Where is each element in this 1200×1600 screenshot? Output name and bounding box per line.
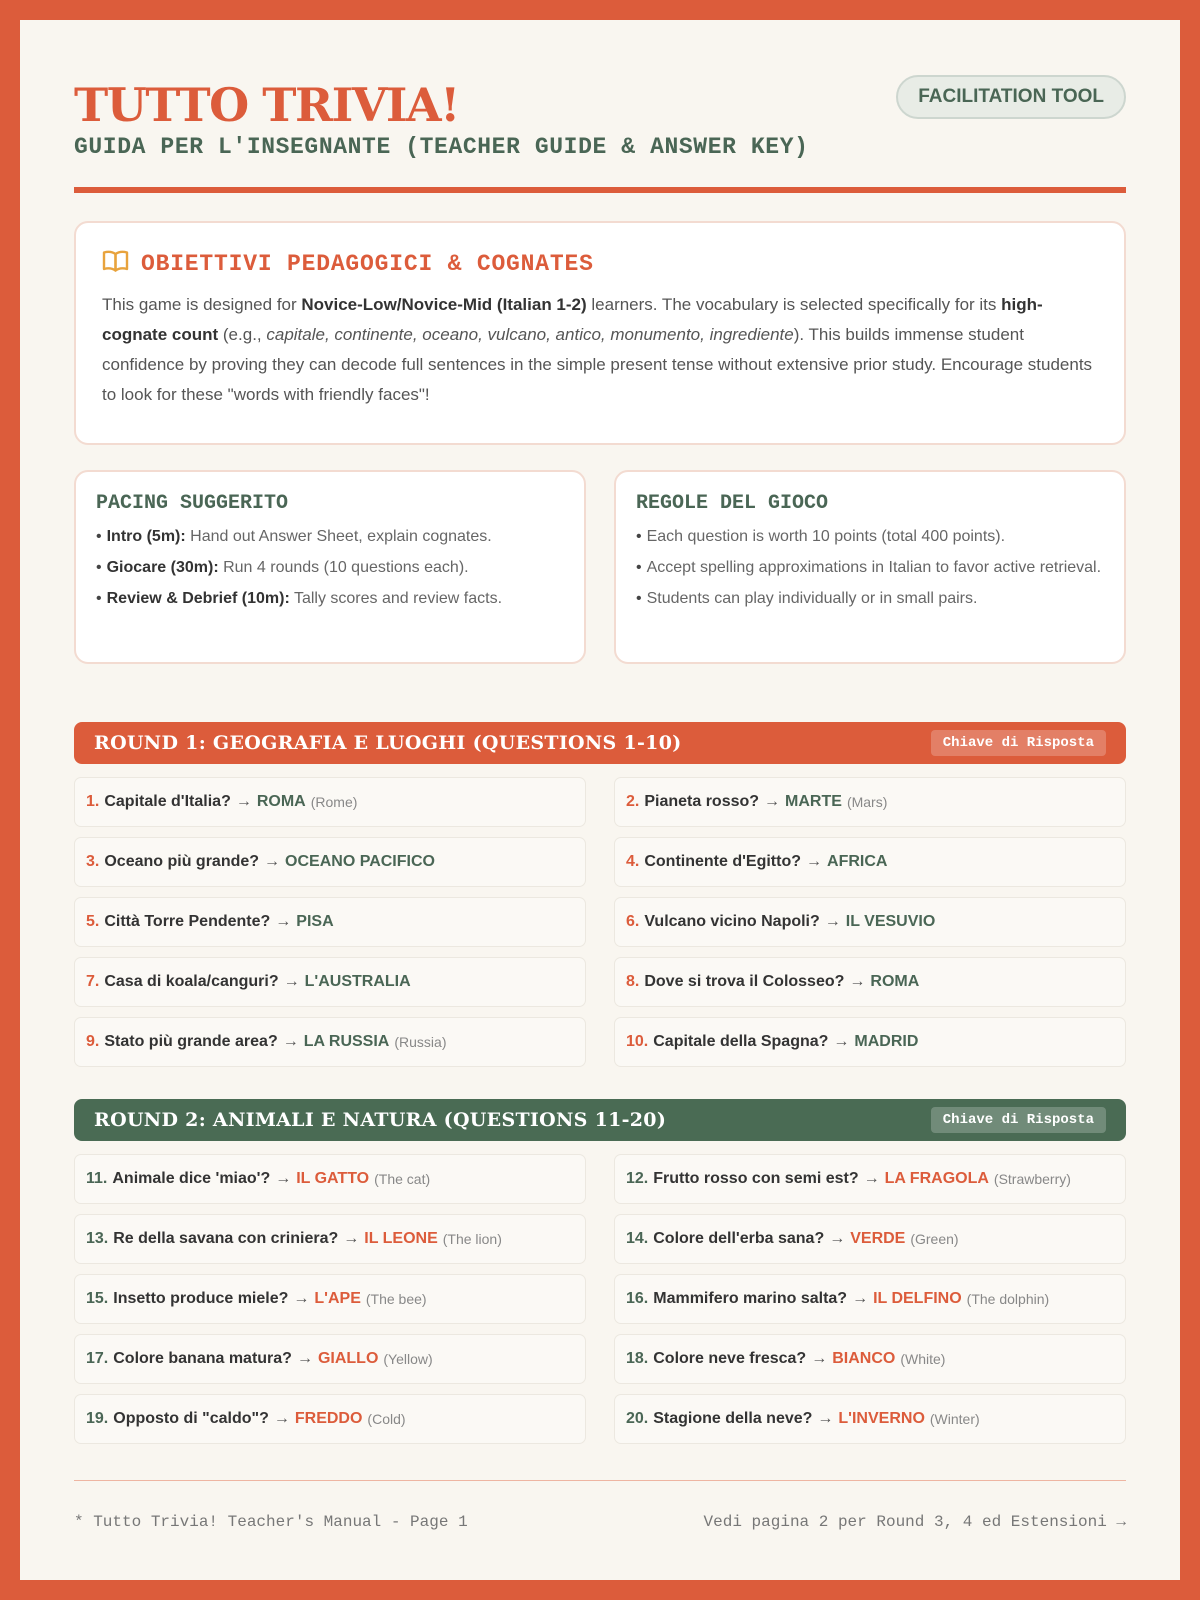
page-title: TUTTO TRIVIA!: [74, 78, 459, 132]
question-text: Stato più grande area?: [104, 1033, 278, 1050]
answer-text: L'APE: [314, 1290, 361, 1307]
answer-translation: (Russia): [394, 1034, 447, 1050]
question-number: 11.: [86, 1170, 108, 1187]
rule-item: [636, 525, 1104, 549]
pacing-item-text: Hand out Answer Sheet, explain cognates.: [185, 528, 492, 545]
answer-text: IL GATTO: [296, 1170, 370, 1187]
question-item: [74, 1154, 586, 1204]
question-text: Oceano più grande?: [104, 853, 260, 870]
arrow-icon: →: [264, 853, 281, 870]
rules-card: [614, 470, 1126, 664]
arrow-icon: →: [764, 793, 781, 810]
bullet: •: [636, 528, 642, 545]
bullet: •: [96, 528, 102, 545]
question-text: Insetto produce miele?: [113, 1290, 289, 1307]
question-number: 9.: [86, 1033, 100, 1050]
answer-text: L'AUSTRALIA: [304, 973, 411, 990]
pacing-card: [74, 470, 586, 664]
arrow-icon: →: [829, 1230, 846, 1247]
question-text: Capitale della Spagna?: [653, 1033, 829, 1050]
question-number: 7.: [86, 973, 100, 990]
arrow-icon: →: [275, 1170, 292, 1187]
question-text: Opposto di "caldo"?: [113, 1410, 269, 1427]
question-number: 16.: [626, 1290, 649, 1307]
pacing-item-text: Run 4 rounds (10 questions each).: [218, 559, 469, 576]
pacing-item-label: Review & Debrief (10m):: [106, 590, 290, 607]
arrow-icon: →: [283, 973, 300, 990]
question-number: 4.: [626, 853, 640, 870]
question-item: [614, 777, 1126, 827]
answer-key-badge: Chiave di Risposta: [931, 1107, 1106, 1133]
answer-text: IL LEONE: [364, 1230, 438, 1247]
question-number: 13.: [86, 1230, 109, 1247]
answer-translation: (The cat): [374, 1171, 431, 1187]
answer-translation: (Strawberry): [993, 1171, 1071, 1187]
round-2-title: ROUND 2: ANIMALI E NATURA (QUESTIONS 11-20): [94, 1109, 667, 1131]
question-number: 12.: [626, 1170, 649, 1187]
pacing-item: [96, 556, 564, 580]
pacing-item: [96, 525, 564, 549]
answer-text: IL VESUVIO: [845, 913, 936, 930]
arrow-icon: →: [824, 913, 841, 930]
question-text: Vulcano vicino Napoli?: [644, 913, 820, 930]
question-item: [614, 1394, 1126, 1444]
question-text: Frutto rosso con semi est?: [653, 1170, 859, 1187]
question-item: [74, 1214, 586, 1264]
bullet: •: [96, 559, 102, 576]
arrow-icon: →: [863, 1170, 880, 1187]
question-text: Pianeta rosso?: [644, 793, 760, 810]
answer-translation: (Green): [910, 1231, 959, 1247]
answer-text: ROMA: [256, 793, 306, 810]
question-text: Animale dice 'miao'?: [112, 1170, 271, 1187]
round-1-title: ROUND 1: GEOGRAFIA E LUOGHI (QUESTIONS 1-10): [94, 732, 682, 754]
question-item: [74, 897, 586, 947]
question-text: Colore banana matura?: [113, 1350, 292, 1367]
objectives-cognate-emphasis: high-cognate count: [102, 295, 1043, 344]
answer-translation: (The bee): [365, 1291, 427, 1307]
arrow-icon: →: [849, 973, 866, 990]
page-subtitle: GUIDA PER L'INSEGNANTE (TEACHER GUIDE & ANSWER KEY): [74, 134, 809, 160]
arrow-icon: →: [235, 793, 252, 810]
objectives-title: OBIETTIVI PEDAGOGICI & COGNATES: [141, 250, 594, 277]
answer-text: PISA: [296, 913, 334, 930]
question-number: 20.: [626, 1410, 649, 1427]
pacing-list: [96, 525, 564, 611]
question-number: 5.: [86, 913, 100, 930]
answer-key-badge: Chiave di Risposta: [931, 730, 1106, 756]
header: [74, 20, 1126, 210]
question-number: 17.: [86, 1350, 109, 1367]
answer-text: BIANCO: [832, 1350, 896, 1367]
pacing-item-label: Intro (5m):: [106, 528, 186, 545]
objectives-cognate-examples: capitale, continente, oceano, vulcano, antico, monumento, ingrediente: [266, 325, 794, 344]
question-text: Mammifero marino salta?: [653, 1290, 848, 1307]
answer-text: FREDDO: [294, 1410, 363, 1427]
answer-text: IL DELFINO: [873, 1290, 962, 1307]
question-number: 14.: [626, 1230, 649, 1247]
question-number: 1.: [86, 793, 100, 810]
answer-text: VERDE: [850, 1230, 906, 1247]
page: [20, 20, 1180, 1580]
question-text: Re della savana con criniera?: [113, 1230, 339, 1247]
question-text: Stagione della neve?: [653, 1410, 813, 1427]
question-number: 6.: [626, 913, 640, 930]
arrow-icon: →: [806, 853, 823, 870]
round-1-header: [74, 722, 1126, 764]
answer-text: MADRID: [854, 1033, 919, 1050]
question-item: [74, 1274, 586, 1324]
open-book-icon: [102, 249, 129, 278]
pacing-item: [96, 587, 564, 611]
arrow-icon: →: [817, 1410, 834, 1427]
question-number: 3.: [86, 853, 100, 870]
answer-translation: (Mars): [846, 794, 888, 810]
pacing-item-text: Tally scores and review facts.: [289, 590, 503, 607]
answer-text: OCEANO PACIFICO: [285, 853, 435, 870]
info-columns: [74, 470, 1126, 664]
footer-divider: [74, 1480, 1126, 1481]
question-number: 10.: [626, 1033, 649, 1050]
question-number: 15.: [86, 1290, 109, 1307]
arrow-icon: →: [811, 1350, 828, 1367]
footer-page-label: * Tutto Trivia! Teacher's Manual - Page 1: [74, 1513, 468, 1531]
answer-text: AFRICA: [827, 853, 888, 870]
arrow-icon: →: [833, 1033, 850, 1050]
answer-translation: (Winter): [929, 1411, 980, 1427]
header-divider: [74, 187, 1126, 193]
arrow-icon: →: [296, 1350, 313, 1367]
rule-text: Students can play individually or in small pairs.: [646, 590, 978, 607]
answer-translation: (The dolphin): [966, 1291, 1050, 1307]
bullet: •: [96, 590, 102, 607]
arrow-icon: →: [343, 1230, 360, 1247]
question-number: 19.: [86, 1410, 109, 1427]
arrow-icon: →: [275, 913, 292, 930]
question-text: Casa di koala/canguri?: [104, 973, 279, 990]
objectives-card: [74, 221, 1126, 445]
answer-text: ROMA: [870, 973, 920, 990]
bullet: •: [636, 590, 642, 607]
page-content: [74, 20, 1126, 1531]
objectives-header: [102, 249, 1098, 278]
rule-item: [636, 556, 1104, 580]
footer-next-page-note: Vedi pagina 2 per Round 3, 4 ed Estensioni →: [703, 1513, 1126, 1531]
answer-text: LA FRAGOLA: [884, 1170, 989, 1187]
rule-text: Each question is worth 10 points (total 400 points).: [646, 528, 1006, 545]
arrow-icon: →: [282, 1033, 299, 1050]
rules-list: [636, 525, 1104, 611]
answer-translation: (The lion): [442, 1231, 502, 1247]
facilitation-badge: FACILITATION TOOL: [896, 75, 1126, 119]
question-text: Città Torre Pendente?: [104, 913, 271, 930]
round-2-header: [74, 1099, 1126, 1141]
question-number: 8.: [626, 973, 640, 990]
answer-translation: (Yellow): [383, 1351, 433, 1367]
answer-translation: (White): [900, 1351, 946, 1367]
question-number: 18.: [626, 1350, 649, 1367]
question-item: [74, 1017, 586, 1067]
question-item: [614, 957, 1126, 1007]
answer-translation: (Rome): [310, 794, 358, 810]
question-item: [74, 957, 586, 1007]
question-item: [74, 777, 586, 827]
question-item: [74, 1334, 586, 1384]
pacing-title: PACING SUGGERITO: [96, 492, 289, 515]
question-text: Colore dell'erba sana?: [653, 1230, 825, 1247]
question-item: [614, 1334, 1126, 1384]
arrow-icon: →: [293, 1290, 310, 1307]
rule-item: [636, 587, 1104, 611]
answer-text: L'INVERNO: [838, 1410, 925, 1427]
objectives-text-part: This game is designed for: [102, 295, 302, 314]
question-item: [614, 897, 1126, 947]
rules-title: REGOLE DEL GIOCO: [636, 492, 829, 515]
question-text: Dove si trova il Colosseo?: [644, 973, 845, 990]
question-item: [614, 1214, 1126, 1264]
question-item: [614, 1017, 1126, 1067]
question-text: Capitale d'Italia?: [104, 793, 231, 810]
objectives-level: Novice-Low/Novice-Mid (Italian 1-2): [301, 295, 587, 314]
objectives-text-part: learners. The vocabulary is selected specifically for its: [586, 295, 1002, 314]
answer-translation: (Cold): [367, 1411, 406, 1427]
question-item: [614, 1274, 1126, 1324]
answer-text: LA RUSSIA: [303, 1033, 390, 1050]
answer-text: MARTE: [785, 793, 842, 810]
question-item: [614, 1154, 1126, 1204]
question-item: [614, 837, 1126, 887]
question-item: [74, 1394, 586, 1444]
arrow-icon: →: [273, 1410, 290, 1427]
objectives-text-part: (e.g.,: [218, 325, 267, 344]
objectives-text-part: ). This builds immense student confidence by proving they can decode full sentences in the simple present tense without extensive prior study. Encourage students to look for these "words with friendly faces"!: [102, 325, 1093, 404]
bullet: •: [636, 559, 642, 576]
question-text: Colore neve fresca?: [653, 1350, 807, 1367]
question-item: [74, 837, 586, 887]
question-text: Continente d'Egitto?: [644, 853, 802, 870]
pacing-item-label: Giocare (30m):: [106, 559, 219, 576]
question-number: 2.: [626, 793, 640, 810]
objectives-text: [102, 290, 1098, 410]
arrow-icon: →: [852, 1290, 869, 1307]
rule-text: Accept spelling approximations in Italian to favor active retrieval.: [646, 559, 1102, 576]
answer-text: GIALLO: [317, 1350, 379, 1367]
